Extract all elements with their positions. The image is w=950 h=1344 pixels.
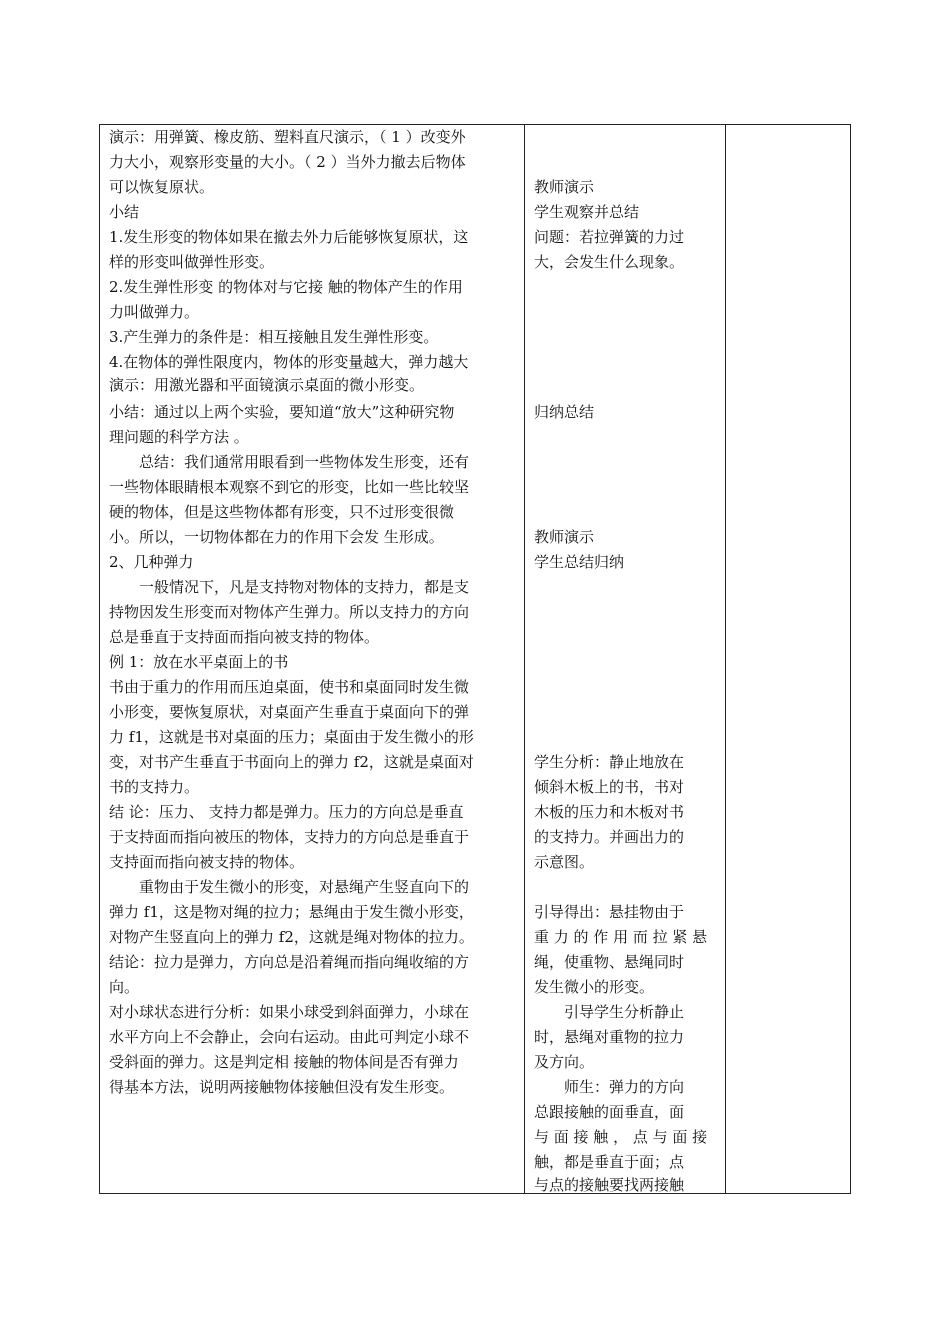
text-line: 触，都是垂直于面；点 xyxy=(534,1153,685,1171)
text-line: 归纳总结 xyxy=(534,403,595,421)
text-line: 3.产生弹力的条件是：相互接触且发生弹性形变。 xyxy=(109,328,439,346)
lesson-table xyxy=(99,124,851,1194)
text-line: 师生：弹力的方向 xyxy=(564,1078,685,1096)
text-line: 一般情况下，凡是支持物对物体的支持力，都是支 xyxy=(139,578,470,596)
text-line: 与 面 接 触 ， 点 与 面 接 xyxy=(534,1128,708,1146)
text-line: 例 1：放在水平桌面上的书 xyxy=(109,653,289,671)
text-line: 教师演示 xyxy=(534,178,595,196)
column-divider xyxy=(524,125,525,1193)
text-line: 书的支持力。 xyxy=(109,778,200,796)
text-line: 问题：若拉弹簧的力过 xyxy=(534,228,685,246)
text-line: 绳，使重物、悬绳同时 xyxy=(534,953,685,971)
column-divider xyxy=(725,125,726,1193)
text-line: 结 论：压力、 支持力都是弹力。压力的方向总是垂直 xyxy=(109,803,464,821)
text-line: 水平方向上不会静止，会向右运动。由此可判定小球不 xyxy=(109,1028,470,1046)
text-line: 示意图。 xyxy=(534,853,595,871)
text-line: 对小球状态进行分析：如果小球受到斜面弹力，小球在 xyxy=(109,1003,470,1021)
text-line: 倾斜木板上的书，书对 xyxy=(534,778,685,796)
text-line: 学生分析：静止地放在 xyxy=(534,753,685,771)
text-line: 演示：用激光器和平面镜演示桌面的微小形变。 xyxy=(109,376,425,394)
text-line: 2.发生弹性形变 的物体对与它接 触的物体产生的作用 xyxy=(109,278,463,296)
text-line: 大，会发生什么现象。 xyxy=(534,253,685,271)
text-line: 小结：通过以上两个实验，要知道“放大”这种研究物 xyxy=(109,403,455,421)
text-line: 1.发生形变的物体如果在撤去外力后能够恢复原状，这 xyxy=(109,228,469,246)
text-line: 向。 xyxy=(109,978,140,996)
text-line: 及方向。 xyxy=(534,1053,595,1071)
text-line: 对物产生竖直向上的弹力 f2，这就是绳对物体的拉力。 xyxy=(109,928,474,946)
text-line: 可以恢复原状。 xyxy=(109,178,215,196)
text-line: 结论：拉力是弹力，方向总是沿着绳而指向绳收缩的方 xyxy=(109,953,470,971)
section-heading: 2、几种弹力 xyxy=(109,553,194,571)
text-line: 学生观察并总结 xyxy=(534,203,640,221)
text-line: 的支持力。并画出力的 xyxy=(534,828,685,846)
text-line: 小。所以，一切物体都在力的作用下会发 生形成。 xyxy=(109,528,444,546)
text-line: 小形变，要恢复原状，对桌面产生垂直于桌面向下的弹 xyxy=(109,703,470,721)
text-line: 硬的物体，但是这些物体都有形变，只不过形变很微 xyxy=(109,503,455,521)
text-line: 总结：我们通常用眼看到一些物体发生形变，还有 xyxy=(139,453,470,471)
text-line: 学生总结归纳 xyxy=(534,553,625,571)
text-line: 发生微小的形变。 xyxy=(534,978,655,996)
text-line: 受斜面的弹力。这是判定相 接触的物体间是否有弹力 xyxy=(109,1053,459,1071)
text-line: 支持面而指向被支持的物体。 xyxy=(109,853,305,871)
text-line: 弹力 f1，这是物对绳的拉力；悬绳由于发生微小形变， xyxy=(109,903,474,921)
text-line: 持物因发生形变而对物体产生弹力。所以支持力的方向 xyxy=(109,603,470,621)
text-line: 引导得出：悬挂物由于 xyxy=(534,903,685,921)
text-line: 重 力 的 作 用 而 拉 紧 悬 xyxy=(534,928,708,946)
text-line: 变，对书产生垂直于书面向上的弹力 f2，这就是桌面对 xyxy=(109,753,474,771)
text-line: 书由于重力的作用而压迫桌面，使书和桌面同时发生微 xyxy=(109,678,470,696)
text-line: 木板的压力和木板对书 xyxy=(534,803,685,821)
text-line: 重物由于发生微小的形变，对悬绳产生竖直向下的 xyxy=(139,878,470,896)
text-line: 得基本方法，说明两接触物体接触但没有发生形变。 xyxy=(109,1078,455,1096)
text-line: 力大小，观察形变量的大小。（ 2 ）当外力撤去后物体 xyxy=(109,153,466,171)
text-line: 样的形变叫做弹性形变。 xyxy=(109,253,275,271)
text-line: 总是垂直于支持面而指向被支持的物体。 xyxy=(109,628,380,646)
section-heading: 小结 xyxy=(109,203,140,221)
text-line: 力叫做弹力。 xyxy=(109,303,200,321)
text-line: 总跟接触的面垂直，面 xyxy=(534,1103,685,1121)
text-line: 一些物体眼睛根本观察不到它的形变，比如一些比较坚 xyxy=(109,478,470,496)
text-line: 4.在物体的弹性限度内，物体的形变量越大，弹力越大 xyxy=(109,353,469,371)
text-line: 演示：用弹簧、橡皮筋、塑料直尺演示，（ 1 ）改变外 xyxy=(109,128,466,146)
text-line: 教师演示 xyxy=(534,528,595,546)
text-line: 理问题的科学方法 。 xyxy=(109,428,249,446)
text-line: 与点的接触要找两接触 xyxy=(534,1176,685,1194)
text-line: 引导学生分析静止 xyxy=(564,1003,685,1021)
text-line: 时，悬绳对重物的拉力 xyxy=(534,1028,685,1046)
text-line: 于支持面而指向被压的物体，支持力的方向总是垂直于 xyxy=(109,828,470,846)
text-line: 力 f1，这就是书对桌面的压力；桌面由于发生微小的形 xyxy=(109,728,474,746)
